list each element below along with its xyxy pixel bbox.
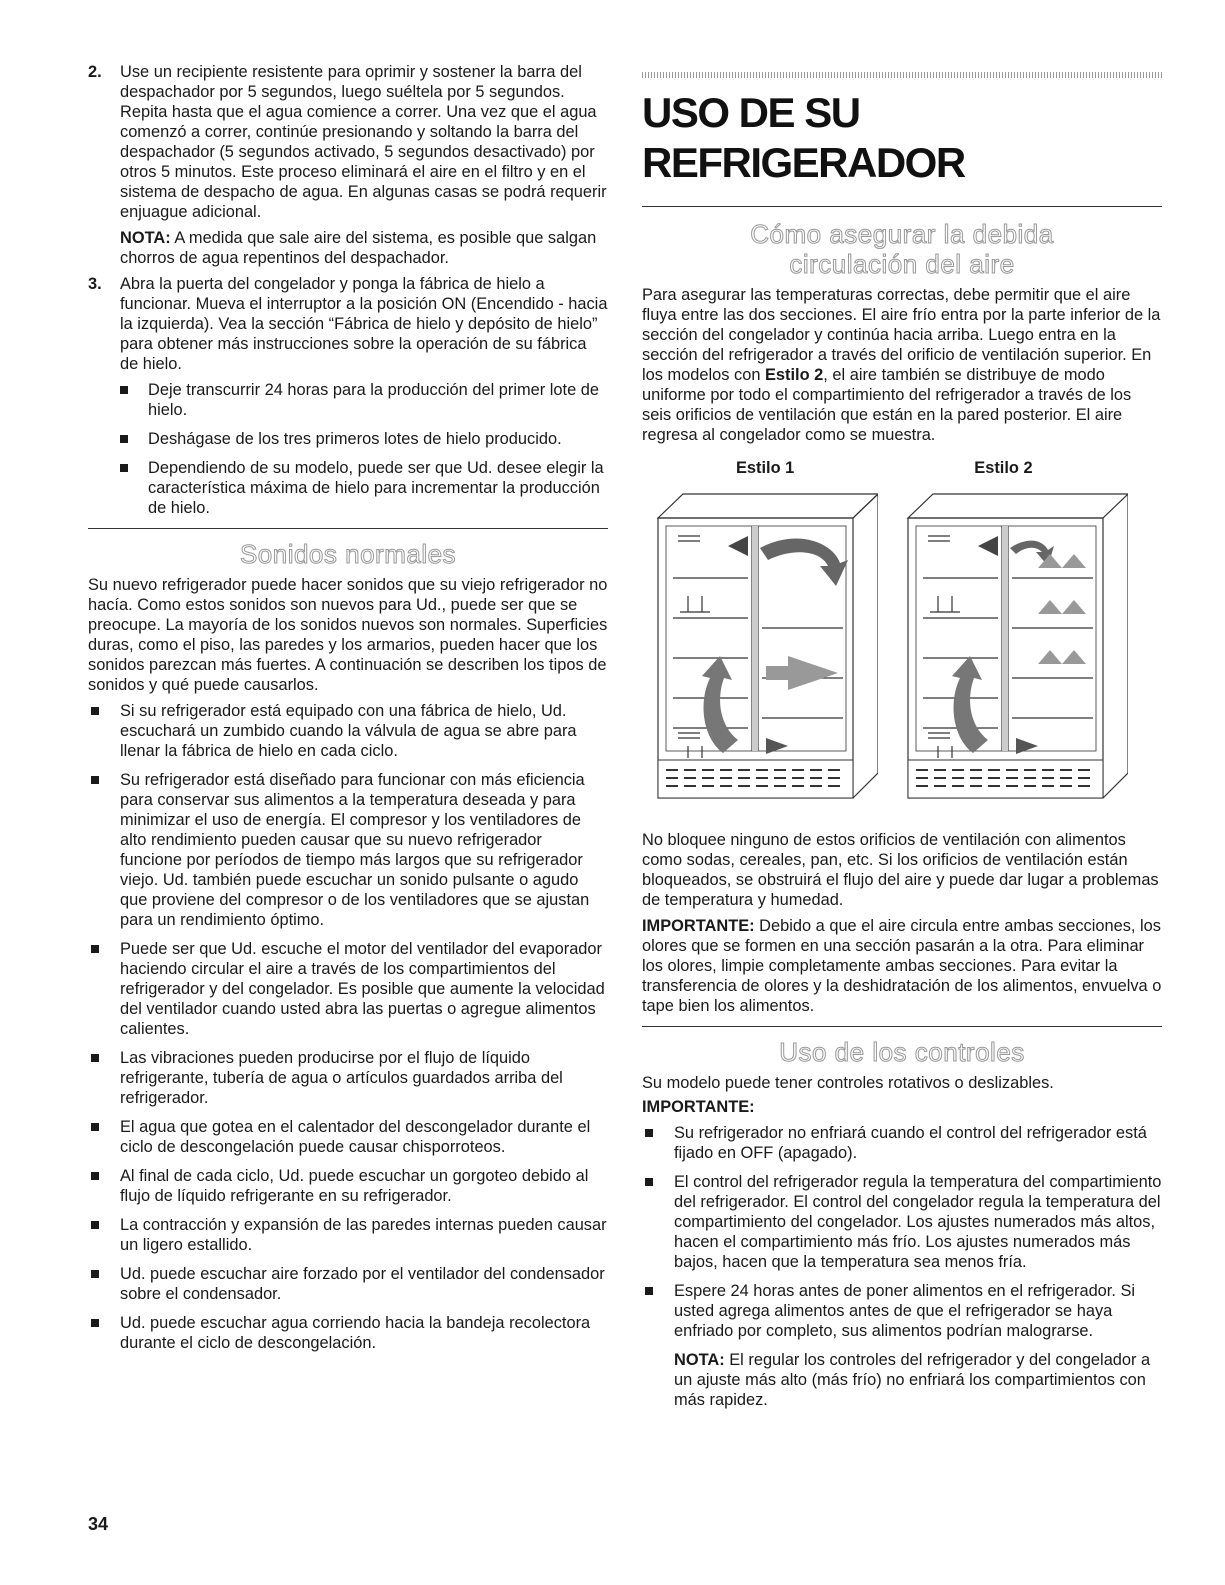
bullet-icon [91,945,99,953]
page-number: 34 [88,1514,109,1534]
bullet-icon [120,464,128,472]
note-label: NOTA: [120,229,171,247]
bullet-icon [91,1221,99,1229]
step-number: 2. [88,63,102,81]
section-heading-sonidos: Sonidos normales [239,539,457,569]
list-item: Las vibraciones pueden producirse por el flujo de líquido refrigerante, tubería de agua o artículos guardados arriba del refrigerador. [88,1048,608,1108]
bullet-icon [645,1129,653,1137]
controles-note [674,1350,1162,1410]
controles-important-label: IMPORTANTE: [642,1098,755,1116]
heading-line-2: circulación del aire [789,249,1015,279]
list-item: La contracción y expansión de las paredes internas pueden causar un ligero estallido. [88,1215,608,1255]
step-number: 3. [88,275,102,293]
bullet-icon [120,386,128,394]
left-column [88,62,608,1362]
important-paragraph [642,916,1162,1016]
list-item: Su refrigerador está diseñado para funcionar con más eficiencia para conservar sus alimentos a la temperatura deseada y para minimizar el uso de energía. El compresor y los ventiladores de alto rendimiento pueden causar que su nuevo refrigerador funcione por períodos de tiempo más largos que su refrigerador viejo. Ud. también puede escuchar un sonido pulsante o agudo que proviene del compresor o de los ventiladores que se ajustan para un rendimiento óptimo. [88,770,608,930]
list-item: Espere 24 horas antes de poner alimentos en el refrigerador. Si usted agrega alimentos antes de que el refrigerador se haya enfriado por completo, sus alimentos podrían malograrse. [642,1281,1162,1341]
bullet-icon [120,435,128,443]
bullet-icon [91,776,99,784]
airflow-diagrams [648,488,1162,810]
title-dither-band [642,72,1162,78]
circulacion-paragraph: Para asegurar las temperaturas correctas, debe permitir que el aire fluya entre las dos secciones. El aire frío entra por la parte inferior de la sección del congelador y continúa hacia arriba. Luego entra en la sección del refrigerador a través del orificio de ventilación superior. En los modelos con Estilo 2, el aire también se distribuye de modo uniforme por todo el compartimiento del refrigerador a través de los seis orificios de ventilación que están en la pared posterior. El aire regresa al congelador como se muestra. [642,286,1161,444]
important-label: IMPORTANTE: [642,917,755,935]
style-1-label: Estilo 1 [736,459,795,477]
list-item: Deshágase de los tres primeros lotes de hielo producido. [88,429,608,449]
important-text: Debido a que el aire circula entre ambas secciones, los olores que se formen en una sección pasarán a la otra. Para eliminar los olores, limpie completamente ambas secciones. Para evitar la transferencia de olores y la deshidratación de los alimentos, envuelva o tape bien los alimentos. [642,917,1162,1015]
right-column [642,72,1162,1410]
section-divider [88,528,608,529]
step-text: Use un recipiente resistente para oprimir y sostener la barra del despachador por 5 segundos, luego suéltela por 5 segundos. Repita hasta que el agua comience a correr. Una vez que el agua comenzó a correr, continúe presionando y soltando la barra del despachador (5 segundos activado, 5 segundos desactivado) por otros 5 minutos. Este proceso eliminará el aire en el filtro y en el sistema de despacho de agua. En algunas casas se podrá requerir enjuague adicional. [120,63,607,221]
sonidos-intro: Su nuevo refrigerador puede hacer sonidos que su viejo refrigerador no hacía. Como estos sonidos son nuevos para Ud., puede ser que se preocupe. La mayoría de los sonidos nuevos son normales. Superficies duras, como el piso, las paredes y los armarios, pueden hacer que los sonidos parezcan más fuertes. A continuación se describen los tipos de sonidos y qué puede causarlos. [88,576,608,694]
list-item: Ud. puede escuchar agua corriendo hacia la bandeja recolectora durante el ciclo de descongelación. [88,1313,608,1353]
step-3 [88,274,608,374]
note-text: A medida que sale aire del sistema, es posible que salgan chorros de agua repentinos del despachador. [120,229,597,267]
controles-list [642,1123,1162,1341]
bullet-icon [91,1319,99,1327]
bullet-icon [91,1123,99,1131]
list-item: Deje transcurrir 24 horas para la producción del primer lote de hielo. [88,380,608,420]
step-note [120,228,608,268]
title-divider [642,206,1162,207]
bullet-icon [91,707,99,715]
airflow-diagram-style-2 [898,488,1128,810]
list-item: El control del refrigerador regula la temperatura del compartimiento del refrigerador. El control del congelador regula la temperatura del compartimiento del congelador. Los ajustes numerados más altos, hacen el compartimiento más frío. Los ajustes numerados más bajos, hacen que la temperatura sea menos fría. [642,1172,1162,1272]
sonidos-list [88,701,608,1353]
style-labels [642,459,1162,478]
controles-intro: Su modelo puede tener controles rotativos o deslizables. [642,1074,1054,1092]
bullet-icon [645,1287,653,1295]
section-heading-controles: Uso de los controles [779,1037,1025,1067]
airflow-diagram-style-1 [648,488,878,810]
list-item: Si su refrigerador está equipado con una fábrica de hielo, Ud. escuchará un zumbido cuando la válvula de agua se abre para llenar la fábrica de hielo en cada ciclo. [88,701,608,761]
note-text: El regular los controles del refrigerador y del congelador a un ajuste más alto (más frío) no enfriará los compartimientos con más rapidez. [674,1351,1151,1409]
step-3-bullets [88,380,608,518]
heading-line-1: Cómo asegurar la debida [750,219,1054,249]
list-item: Ud. puede escuchar aire forzado por el ventilador del condensador sobre el condensador. [88,1264,608,1304]
style-2-label: Estilo 2 [974,459,1033,477]
bullet-icon [91,1172,99,1180]
step-2 [88,62,608,268]
list-item: Puede ser que Ud. escuche el motor del ventilador del evaporador haciendo circular el aire a través de los compartimientos del refrigerador y del congelador. Es posible que aumente la velocidad del ventilador cuando usted abra las puertas o agregue alimentos calientes. [88,939,608,1039]
note-label: NOTA: [674,1351,725,1369]
step-text: Abra la puerta del congelador y ponga la fábrica de hielo a funcionar. Mueva el interruptor a la posición ON (Encendido - hacia la izquierda). Vea la sección “Fábrica de hielo y depósito de hielo” para obtener más instrucciones sobre la operación de su fábrica de hielo. [120,275,608,373]
section-divider [642,1026,1162,1027]
list-item: Dependiendo de su modelo, puede ser que Ud. desee elegir la característica máxima de hielo para incrementar la producción de hielo. [88,458,608,518]
bullet-icon [91,1054,99,1062]
vent-warning-paragraph: No bloquee ninguno de estos orificios de ventilación con alimentos como sodas, cereales, pan, etc. Si los orificios de ventilación están bloqueados, se obstruirá el flujo del aire y puede dar lugar a problemas de temperatura y humedad. [642,831,1159,909]
section-heading-circulacion [642,219,1162,279]
list-item: Su refrigerador no enfriará cuando el control del refrigerador está fijado en OFF (apagado). [642,1123,1162,1163]
bullet-icon [91,1270,99,1278]
list-item: El agua que gotea en el calentador del descongelador durante el ciclo de descongelación puede causar chisporroteos. [88,1117,608,1157]
page-title: USO DE SU REFRIGERADOR [642,89,965,186]
bullet-icon [645,1178,653,1186]
list-item: Al final de cada ciclo, Ud. puede escuchar un gorgoteo debido al flujo de líquido refrigerante en su refrigerador. [88,1166,608,1206]
